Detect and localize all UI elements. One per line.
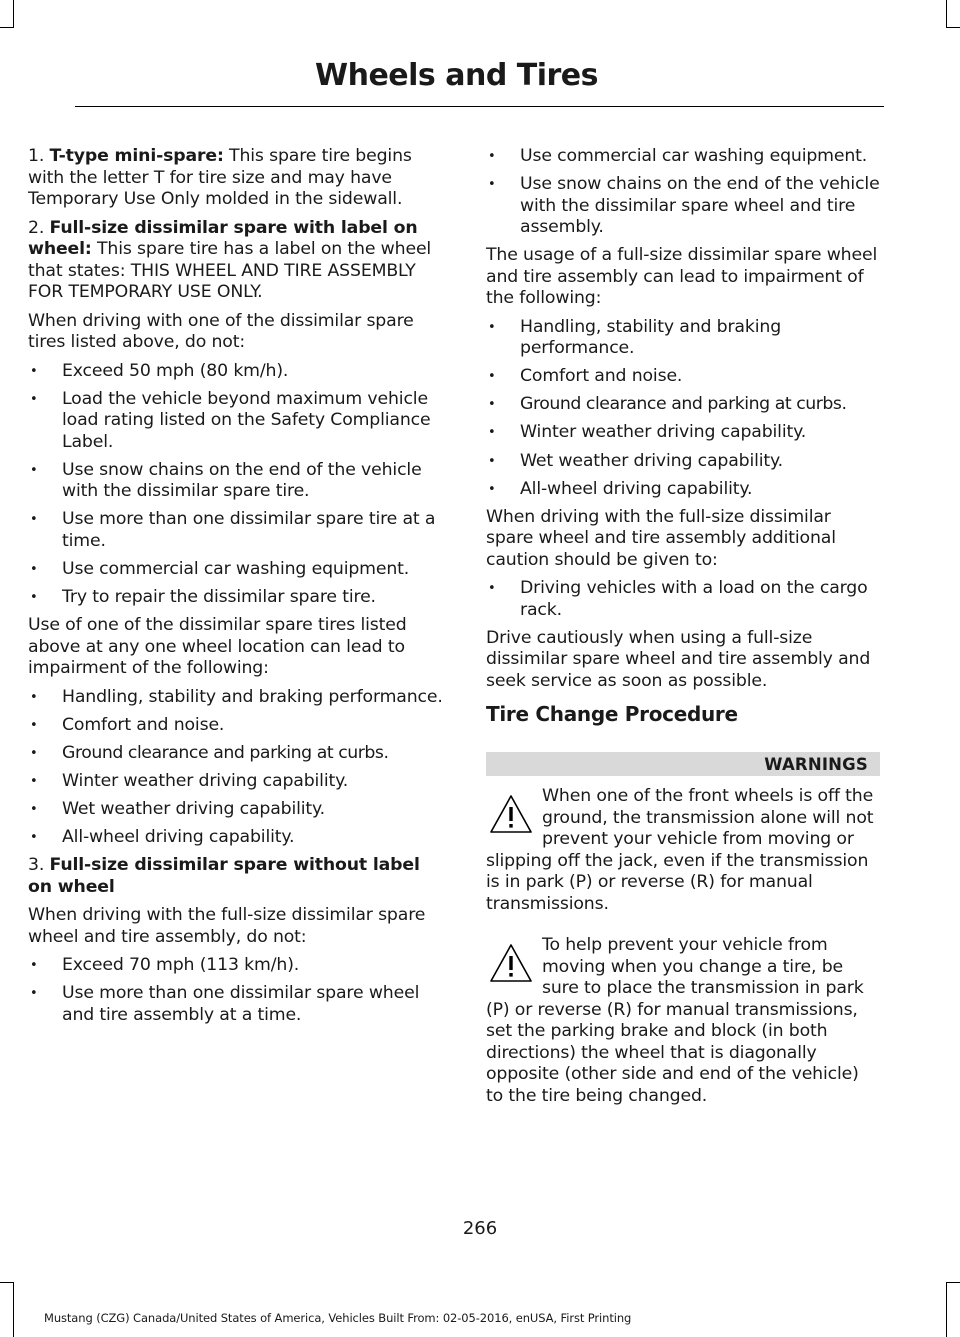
item-number: 2. xyxy=(28,217,50,238)
list-item: • Use snow chains on the end of the vehicle with the dissimilar spare wheel and tire assembly. xyxy=(486,174,880,239)
list-item: • Exceed 50 mph (80 km/h). xyxy=(28,361,446,383)
paragraph-text: This spare tire has a label on the wheel that states: THIS WHEEL AND TIRE ASSEMBLY FOR TEMPORARY USE ONLY. xyxy=(28,239,432,302)
bullet-list xyxy=(28,361,446,609)
crop-mark xyxy=(13,0,14,28)
page-title: Wheels and Tires xyxy=(315,58,598,93)
crop-mark xyxy=(946,27,960,28)
warning-text: To help prevent your vehicle from moving when you change a tire, be sure to place the transmission in park (P) or reverse (R) for manual transmissions, set the parking brake and block (in both directions) the wheel that is diagonally opposite (other side and end of the vehicle) to the tire being changed. xyxy=(486,935,864,1106)
item-number: 3. xyxy=(28,855,50,876)
term-heading: Full-size dissimilar spare with label on wheel: xyxy=(28,217,418,259)
list-item: • Ground clearance and parking at curbs. xyxy=(486,394,880,416)
paragraph-full-size-label xyxy=(28,218,446,304)
list-item: • Ground clearance and parking at curbs. xyxy=(28,743,446,765)
warning-triangle-icon xyxy=(488,792,534,836)
paragraph-usage: The usage of a full-size dissimilar spare wheel and tire assembly can lead to impairment of the following: xyxy=(486,245,878,309)
list-item: • Load the vehicle beyond maximum vehicle load rating listed on the Safety Compliance Label. xyxy=(28,389,446,454)
paragraph-drive-cautiously: Drive cautiously when using a full-size dissimilar spare wheel and tire assembly and seek service as soon as possible. xyxy=(486,627,871,691)
list-item: • Use snow chains on the end of the vehicle with the dissimilar spare tire. xyxy=(28,460,446,503)
list-item: • Use more than one dissimilar spare wheel and tire assembly at a time. xyxy=(28,983,446,1026)
list-item: • Exceed 70 mph (113 km/h). xyxy=(28,955,446,977)
bullet-list xyxy=(28,955,446,1026)
list-item: • Comfort and noise. xyxy=(486,366,880,388)
warnings-header: WARNINGS xyxy=(486,752,880,777)
page-number: 266 xyxy=(462,1218,498,1239)
term-heading: T-type mini-spare: xyxy=(49,146,224,166)
footer-text: Mustang (CZG) Canada/United States of America, Vehicles Built From: 02-05-2016, enUSA, First Printing xyxy=(44,1311,632,1325)
crop-mark xyxy=(946,1282,960,1283)
bullet-list xyxy=(28,687,446,849)
crop-mark xyxy=(13,1282,14,1337)
warning-item xyxy=(486,935,880,1107)
list-item: • Use commercial car washing equipment. xyxy=(486,146,880,168)
section-heading: Tire Change Procedure xyxy=(486,702,738,727)
item-number: 1. xyxy=(28,146,50,166)
warning-item xyxy=(486,786,880,915)
list-item: • Driving vehicles with a load on the cargo rack. xyxy=(486,578,880,621)
paragraph-t-type xyxy=(28,146,446,211)
list-item: • Use commercial car washing equipment. xyxy=(28,559,446,581)
list-item: • Winter weather driving capability. xyxy=(486,422,880,444)
left-column xyxy=(28,146,446,1033)
crop-mark xyxy=(946,1282,947,1337)
list-item: • Handling, stability and braking performance. xyxy=(28,687,446,709)
paragraph-impairment: Use of one of the dissimilar spare tires listed above at any one wheel location can lead to impairment of the following: xyxy=(28,615,407,679)
header-divider xyxy=(75,106,884,107)
warning-text: When one of the front wheels is off the ground, the transmission alone will not prevent your vehicle from moving or slipping off the jack, even if the transmission is in park (P) or reverse (R) for manual transmissions. xyxy=(486,786,874,914)
crop-mark xyxy=(0,1282,14,1283)
right-column xyxy=(486,146,880,1127)
crop-mark xyxy=(0,27,14,28)
paragraph-caution: When driving with the full-size dissimilar spare wheel and tire assembly additional caution should be given to: xyxy=(486,506,836,570)
paragraph-intro: When driving with one of the dissimilar spare tires listed above, do not: xyxy=(28,310,414,352)
bullet-list xyxy=(486,578,880,621)
list-item: • Handling, stability and braking performance. xyxy=(486,317,880,360)
list-item: • Use more than one dissimilar spare tire at a time. xyxy=(28,509,446,552)
list-item: • All-wheel driving capability. xyxy=(28,827,446,849)
list-item: • Try to repair the dissimilar spare tire. xyxy=(28,587,446,609)
term-heading: Full-size dissimilar spare without label on wheel xyxy=(28,855,420,897)
bullet-list xyxy=(486,146,880,239)
bullet-list xyxy=(486,317,880,500)
crop-mark xyxy=(946,0,947,28)
list-item: • Wet weather driving capability. xyxy=(28,799,446,821)
list-item: • All-wheel driving capability. xyxy=(486,479,880,501)
list-item: • Comfort and noise. xyxy=(28,715,446,737)
warning-triangle-icon xyxy=(488,941,534,985)
paragraph-text: This spare tire begins with the letter T for tire size and may have Temporary Use Only molded in the sidewall. xyxy=(28,146,412,209)
paragraph-full-size-no-label xyxy=(28,855,446,898)
list-item: • Wet weather driving capability. xyxy=(486,451,880,473)
paragraph-do-not: When driving with the full-size dissimilar spare wheel and tire assembly, do not: xyxy=(28,905,426,947)
list-item: • Winter weather driving capability. xyxy=(28,771,446,793)
